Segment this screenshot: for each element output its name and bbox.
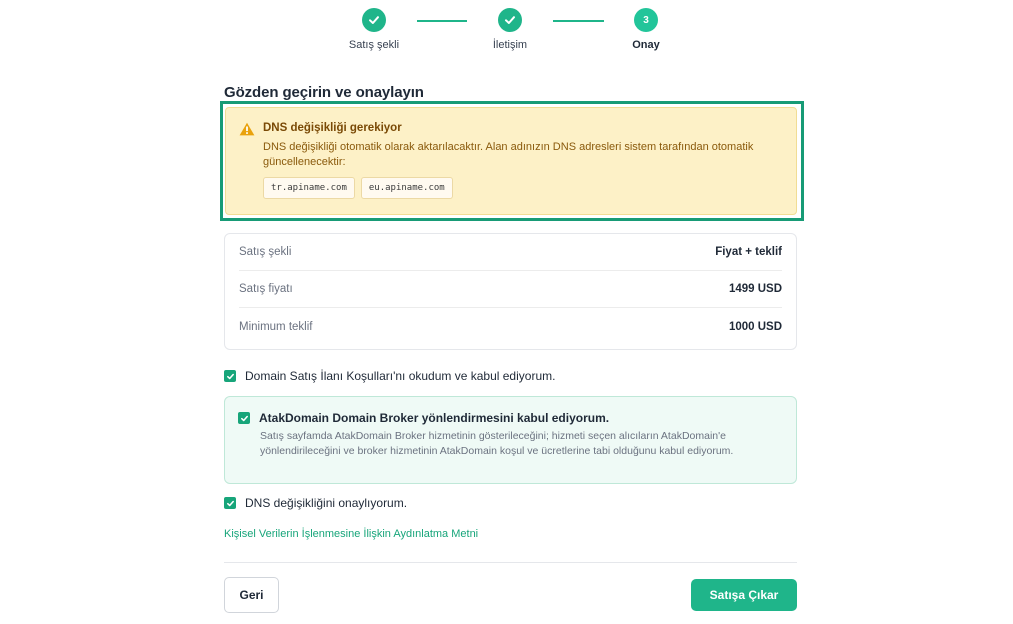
step-number: 3 <box>634 8 658 32</box>
publish-sale-button[interactable]: Satışa Çıkar <box>691 579 797 611</box>
broker-consent-label: AtakDomain Domain Broker yönlendirmesini kabul ediyorum. <box>259 411 610 425</box>
alert-title: DNS değişikliği gerekiyor <box>263 122 402 134</box>
dns-checkbox[interactable] <box>224 497 236 509</box>
summary-value: 1499 USD <box>728 283 782 295</box>
page-title: Gözden geçirin ve onaylayın <box>224 84 424 101</box>
dns-consent[interactable] <box>224 496 407 510</box>
broker-consent[interactable] <box>238 411 784 425</box>
warning-icon <box>239 122 255 136</box>
stepper <box>0 8 1013 58</box>
terms-consent-label: Domain Satış İlanı Koşulları'nı okudum ve kabul ediyorum. <box>245 369 556 383</box>
step-sale-type <box>314 8 434 51</box>
step-contact <box>450 8 570 51</box>
step-done-check-icon <box>362 8 386 32</box>
alert-body: DNS değişikliği otomatik olarak aktarılacaktır. Alan adınızın DNS adresleri sistem tarafından otomatik güncellenecektir: <box>263 141 754 168</box>
broker-checkbox[interactable] <box>238 412 250 424</box>
summary-row <box>239 234 782 271</box>
summary-label: Minimum teklif <box>239 320 313 333</box>
step-label: İletişim <box>492 39 528 51</box>
broker-consent-box <box>224 396 797 484</box>
divider <box>224 562 797 563</box>
nameserver-list <box>263 177 782 199</box>
nameserver-chip: eu.apiname.com <box>361 177 453 199</box>
step-label: Onay <box>632 39 660 51</box>
dns-consent-label: DNS değişikliğini onaylıyorum. <box>245 496 408 510</box>
summary-value: 1000 USD <box>728 320 782 333</box>
step-label: Satış şekli <box>348 39 400 51</box>
summary-value: Fiyat + teklif <box>715 246 782 258</box>
privacy-notice-link[interactable]: Kişisel Verilerin İşlenmesine İlişkin Aydınlatma Metni <box>224 528 479 540</box>
nameserver-chip: tr.apiname.com <box>263 177 355 199</box>
step-done-check-icon <box>498 8 522 32</box>
dns-alert <box>225 107 797 215</box>
broker-consent-description: Satış sayfamda AtakDomain Broker hizmetinin gösterileceğini; hizmeti seçen alıcıların AtakDomain'e yönlendirileceğini ve broker hizmetinin AtakDomain koşul ve ücretlerine tabi olduğunu kabul ediyorum. <box>260 430 734 457</box>
sale-summary <box>224 233 797 350</box>
summary-label: Satış fiyatı <box>239 283 293 295</box>
summary-label: Satış şekli <box>239 246 292 258</box>
summary-row <box>239 271 782 308</box>
terms-consent[interactable] <box>224 369 555 383</box>
back-button[interactable]: Geri <box>224 577 279 613</box>
step-confirm <box>586 8 706 51</box>
terms-checkbox[interactable] <box>224 370 236 382</box>
summary-row <box>239 308 782 345</box>
